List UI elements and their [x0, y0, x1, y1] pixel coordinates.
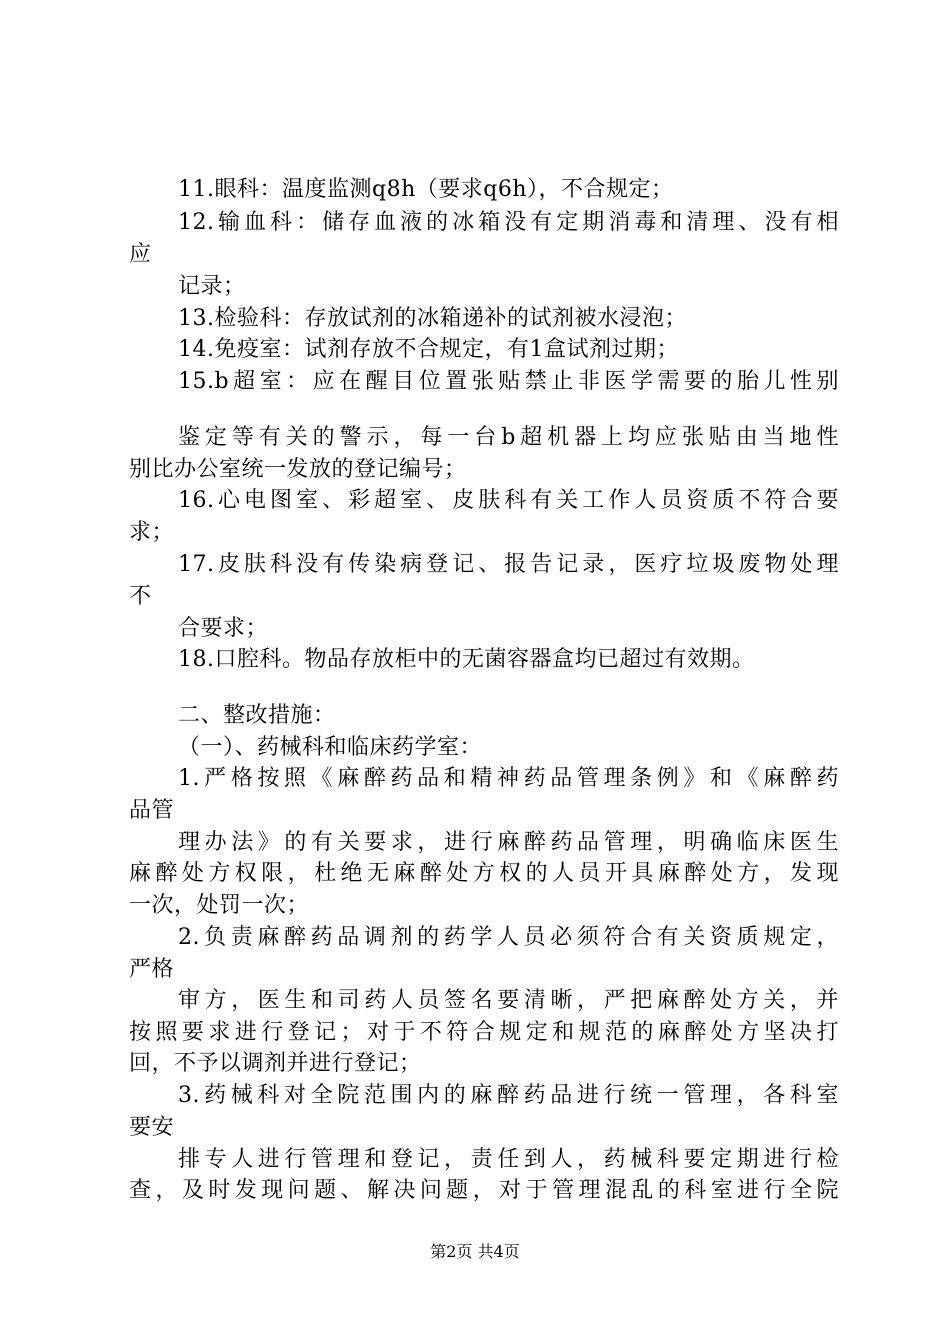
text-line: 14.免疫室：试剂存放不合规定，有1盒试剂过期； [178, 337, 679, 362]
text-line: 1.严格按照《麻醉药品和精神药品管理条例》和《麻醉药 [178, 766, 839, 791]
text-line: 合要求； [178, 616, 269, 641]
text-line: 鉴定等有关的警示，每一台b超机器上均应张贴由当地性 [178, 425, 839, 450]
text-line: 品管 [129, 798, 175, 823]
page-footer: 第2页 共4页 [430, 1242, 520, 1261]
text-line: 16.心电图室、彩超室、皮肤科有关工作人员资质不符合要 [178, 488, 839, 513]
text-line: 2.负责麻醉药品调剂的药学人员必须符合有关资质规定， [178, 925, 839, 950]
text-line: 要安 [129, 1115, 175, 1140]
text-line: 13.检验科：存放试剂的冰箱递补的试剂被水浸泡； [178, 306, 687, 331]
text-line: 严格 [129, 957, 175, 982]
text-line: 一次，处罚一次； [129, 893, 310, 918]
text-line: 求； [129, 520, 175, 545]
text-line: 18.口腔科。物品存放柜中的无菌容器盒均已超过有效期。 [178, 647, 755, 672]
text-line: 查，及时发现问题、解决问题，对于管理混乱的科室进行全院 [129, 1178, 839, 1203]
text-line: 别比办公室统一发放的登记编号； [129, 457, 467, 482]
text-line: 按照要求进行登记；对于不符合规定和规范的麻醉处方坚决打 [129, 1020, 839, 1045]
text-line: 审方，医生和司药人员签名要清晰，严把麻醉处方关，并 [178, 988, 839, 1013]
text-line: 理办法》的有关要求，进行麻醉药品管理，明确临床医生 [178, 830, 839, 855]
text-line: 11.眼科：温度监测q8h（要求q6h），不合规定； [178, 177, 674, 202]
section-heading: 二、整改措施： [178, 703, 336, 728]
text-line: 麻醉处方权限，杜绝无麻醉处方权的人员开具麻醉处方，发现 [129, 861, 839, 886]
text-line: 不 [129, 584, 152, 609]
text-line: 排专人进行管理和登记，责任到人，药械科要定期进行检 [178, 1147, 839, 1172]
text-line: 3.药械科对全院范围内的麻醉药品进行统一管理，各科室 [178, 1083, 839, 1108]
text-line: 17.皮肤科没有传染病登记、报告记录，医疗垃圾废物处理 [178, 552, 839, 577]
text-line: 回，不予以调剂并进行登记； [129, 1051, 422, 1076]
text-line: 15.b超室：应在醒目位置张贴禁止非医学需要的胎儿性别 [178, 369, 839, 394]
subsection-heading: （一）、药械科和临床药学室： [178, 735, 483, 760]
text-line: 应 [129, 242, 152, 267]
text-line: 12.输血科：储存血液的冰箱没有定期消毒和清理、没有相 [178, 210, 839, 235]
text-line: 记录； [178, 274, 246, 299]
